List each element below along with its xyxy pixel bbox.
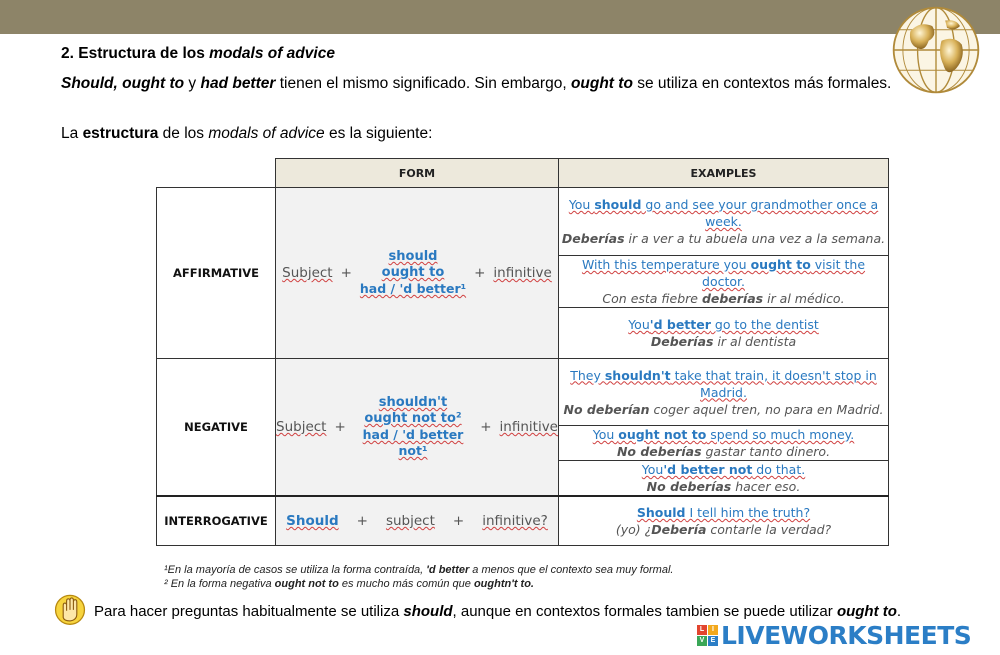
header-form: FORM bbox=[276, 159, 559, 188]
modal-should: Should bbox=[286, 513, 339, 529]
form-affirmative bbox=[276, 188, 559, 359]
modal-list bbox=[354, 395, 472, 459]
example-neg-3: You'd better not do that. No deberías hacer eso. bbox=[559, 461, 889, 497]
example-aff-3: You'd better go to the dentist Deberías ir al dentista bbox=[559, 308, 889, 359]
subject-word: subject bbox=[385, 513, 435, 529]
modals-table bbox=[156, 158, 889, 546]
logo-squares: L I V E bbox=[697, 625, 718, 646]
example-int-1: Should I tell him the truth? (yo) ¿Debería contarle la verdad? bbox=[559, 496, 889, 546]
modal-shouldnt: shouldn't bbox=[378, 395, 448, 410]
plus-sign: + bbox=[452, 513, 465, 529]
row-label-interrogative: INTERROGATIVE bbox=[157, 496, 276, 546]
modal-should: should bbox=[388, 249, 438, 264]
example-neg-2: You ought not to spend so much money. No deberías gastar tanto dinero. bbox=[559, 426, 889, 461]
subject-word: Subject bbox=[276, 419, 327, 435]
example-aff-2: With this temperature you ought to visit the doctor. Con esta fiebre deberías ir al médico. bbox=[559, 256, 889, 308]
intro-paragraph: Should, ought to y had better tienen el mismo significado. Sin embargo, ought to se utiliza en contextos más formales. bbox=[61, 75, 892, 92]
subject-word: Subject bbox=[282, 265, 333, 281]
infinitive-word: infinitive? bbox=[482, 513, 548, 529]
plus-sign: + bbox=[340, 265, 352, 281]
modal-list bbox=[360, 249, 466, 297]
tip-text: Para hacer preguntas habitualmente se utiliza should, aunque en contextos formales tambien se puede utilizar ought to. bbox=[94, 603, 902, 620]
logo-wordmark: LIVEWORKSHEETS bbox=[721, 621, 972, 650]
plus-sign: + bbox=[356, 513, 368, 529]
table-corner bbox=[157, 159, 276, 188]
plus-sign: + bbox=[474, 265, 486, 281]
plus-sign: + bbox=[480, 419, 492, 435]
raised-hand-icon bbox=[53, 591, 87, 627]
modal-had-better-not: had / 'd better not¹ bbox=[362, 427, 464, 458]
modal-had-better: had / 'd better¹ bbox=[359, 281, 467, 296]
footnote-2: ² En la forma negativa ought not to es mucho más común que oughtn't to. bbox=[164, 578, 534, 590]
row-label-negative: NEGATIVE bbox=[157, 359, 276, 497]
plus-sign: + bbox=[334, 419, 346, 435]
example-aff-1: You should go and see your grandmother once a week. Deberías ir a ver a tu abuela una vez a la semana. bbox=[559, 188, 889, 256]
row-label-affirmative: AFFIRMATIVE bbox=[157, 188, 276, 359]
form-interrogative bbox=[276, 496, 559, 546]
example-neg-1: They shouldn't take that train, it doesn't stop in Madrid. No deberían coger aquel tren, no para en Madrid. bbox=[559, 359, 889, 426]
modal-ought-to: ought to bbox=[381, 265, 445, 280]
liveworksheets-logo bbox=[697, 621, 971, 650]
header-examples: EXAMPLES bbox=[559, 159, 889, 188]
modal-ought-not-to: ought not to² bbox=[364, 411, 462, 426]
infinitive-word: infinitive bbox=[499, 419, 558, 435]
form-negative bbox=[276, 359, 559, 497]
top-banner bbox=[0, 0, 1000, 34]
section-heading: 2. Estructura de los modals of advice bbox=[61, 45, 335, 62]
structure-paragraph: La estructura de los modals of advice es la siguiente: bbox=[61, 125, 433, 142]
footnote-1: ¹En la mayoría de casos se utiliza la forma contraída, 'd better a menos que el contexto sea muy formal. bbox=[164, 564, 674, 576]
infinitive-word: infinitive bbox=[493, 265, 552, 281]
